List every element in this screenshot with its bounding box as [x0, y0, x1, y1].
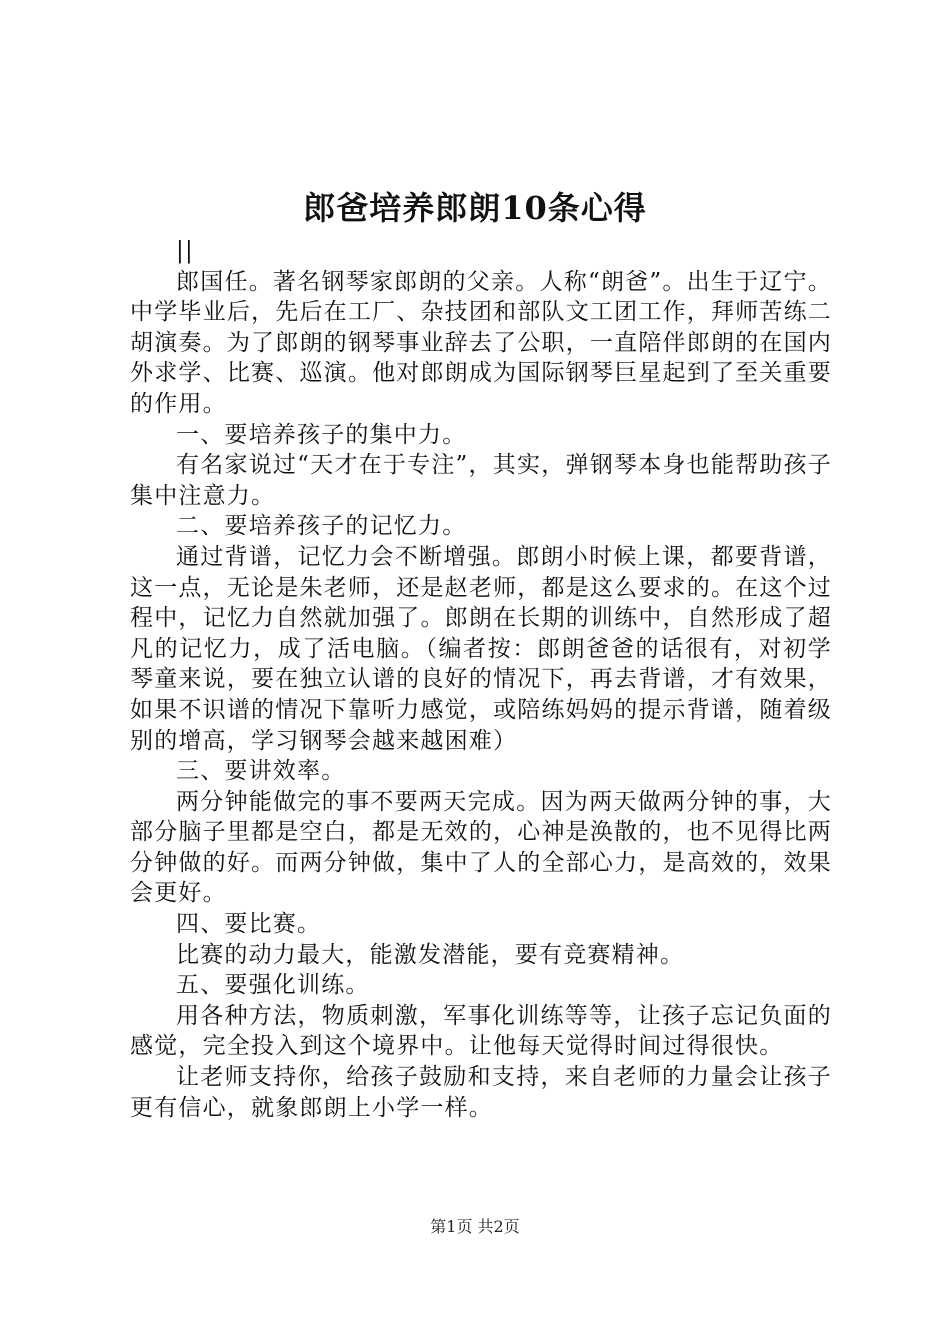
- paragraph-separator: ||: [176, 238, 194, 264]
- heading-point-4: 四、要比赛。: [176, 911, 322, 938]
- paragraph-point-3: 两分钟能做完的事不要两天完成。因为两天做两分钟的事，大部分脑子里都是空白，都是无效的，心神是涣散的，也不见得比两分钟做的好。而两分钟做，集中了人的全部心力，是高效的，效果会更好。: [130, 788, 832, 907]
- paragraph-teacher-support: 让老师支持你，给孩子鼓励和支持，来自老师的力量会让孩子更有信心，就象郎朗上小学一样。: [130, 1064, 832, 1121]
- paragraph-point-1: 有名家说过“天才在于专注”，其实，弹钢琴本身也能帮助孩子集中注意力。: [130, 452, 832, 509]
- heading-point-2: 二、要培养孩子的记忆力。: [176, 513, 467, 540]
- paragraph-point-5: 用各种方法，物质刺激，军事化训练等等，让孩子忘记负面的感觉，完全投入到这个境界中。让他每天觉得时间过得很快。: [130, 1002, 832, 1060]
- paragraph-point-2: 通过背谱，记忆力会不断增强。郎朗小时候上课，都要背谱，这一点，无论是朱老师，还是赵老师，都是这么要求的。在这个过程中，记忆力自然就加强了。郎朗在长期的训练中，自然形成了超凡的记忆力，成了活电脑。（编者按：郎朗爸爸的话很有，对初学琴童来说，要在独立认谱的良好的情况下，再去背谱，才有效果，如果不识谱的情况下靠听力感觉，或陪练妈妈的提示背谱，随着级别的增高，学习钢琴会越来越困难）: [130, 543, 832, 754]
- page-footer: 第1页 共2页: [430, 1217, 520, 1236]
- heading-point-1: 一、要培养孩子的集中力。: [176, 421, 467, 448]
- paragraph-intro: 郎国任。著名钢琴家郎朗的父亲。人称“朗爸”。出生于辽宁。中学毕业后，先后在工厂、杂技团和部队文工团工作，拜师苦练二胡演奏。为了郎朗的钢琴事业辞去了公职，一直陪伴郎朗的在国内外求学、比赛、巡演。他对郎朗成为国际钢琴巨星起到了至关重要的作用。: [130, 268, 832, 417]
- heading-point-5: 五、要强化训练。: [176, 972, 370, 999]
- document-title: 郎爸培养郎朗10条心得: [303, 189, 647, 227]
- paragraph-point-4: 比赛的动力最大，能激发潜能，要有竞赛精神。: [176, 941, 685, 968]
- document-body: [130, 236, 832, 1123]
- heading-point-3: 三、要讲效率。: [176, 758, 346, 785]
